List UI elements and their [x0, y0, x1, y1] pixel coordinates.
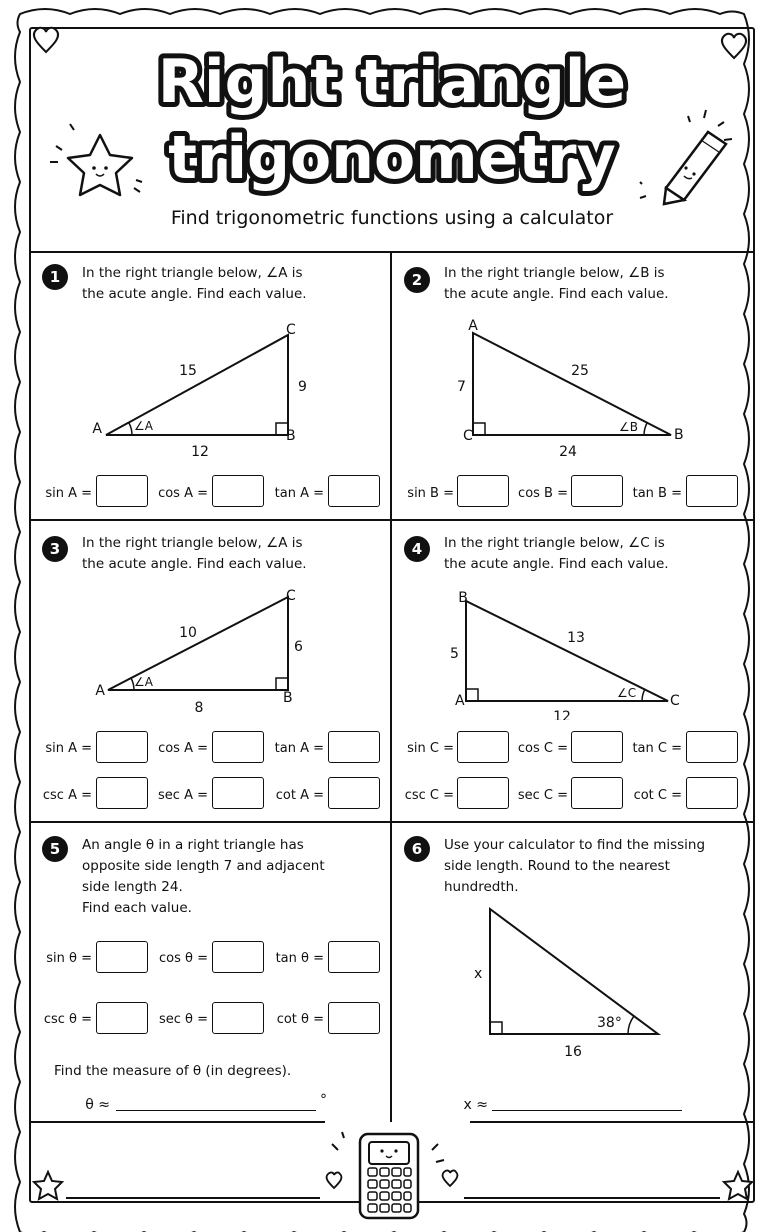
field-label: csc θ = — [43, 1012, 92, 1027]
angle-arc — [628, 1016, 634, 1034]
field-label: sin A = — [45, 741, 92, 756]
angle-arc — [642, 689, 645, 701]
side-label: 13 — [567, 630, 585, 646]
side-label: 10 — [179, 625, 197, 641]
problem-4-text: In the right triangle below, ∠C is the acute angle. Find each value. — [444, 535, 669, 572]
angle-label: ∠C — [617, 686, 637, 700]
field-label: cos B = — [518, 486, 568, 501]
field-label: sec C = — [517, 788, 568, 803]
triangle — [473, 333, 671, 435]
vertex-label: A — [468, 318, 478, 334]
answer-box[interactable] — [328, 475, 380, 507]
field-label: csc A = — [42, 788, 92, 803]
title-line-2: trigonometry — [168, 123, 616, 193]
title-line-1: Right triangle — [157, 47, 627, 117]
vertex-label: A — [455, 693, 465, 709]
vertex-label: C — [463, 428, 473, 444]
vertex-label: B — [283, 690, 293, 706]
answer-box[interactable] — [571, 475, 623, 507]
answer-box[interactable] — [328, 1002, 380, 1034]
degree-symbol: ° — [320, 1092, 327, 1108]
heart-icon — [443, 1170, 458, 1186]
angle-arc — [129, 423, 132, 435]
answer-box[interactable] — [96, 475, 148, 507]
side-label: 16 — [564, 1044, 582, 1060]
field-label: sin θ = — [46, 951, 92, 966]
field-label: cos C = — [517, 741, 568, 756]
field-label: cos A = — [158, 741, 208, 756]
side-label: 9 — [298, 379, 307, 395]
answer-box[interactable] — [96, 777, 148, 809]
side-label: 15 — [179, 363, 197, 379]
side-label: 25 — [571, 363, 589, 379]
right-angle-mark — [490, 1022, 502, 1034]
side-label: 7 — [457, 379, 466, 395]
theta-answer-line[interactable] — [116, 1110, 316, 1111]
problem-1-number: 1 — [42, 264, 68, 290]
field-label: csc C = — [404, 788, 454, 803]
answer-box[interactable] — [328, 731, 380, 763]
field-label: cos A = — [158, 486, 208, 501]
triangle — [490, 909, 658, 1034]
answer-box[interactable] — [571, 777, 623, 809]
problem-1-text: In the right triangle below, ∠A is the acute angle. Find each value. — [82, 265, 307, 302]
vertex-label: B — [286, 428, 296, 444]
answer-box[interactable] — [686, 475, 738, 507]
field-label: cot θ = — [276, 1012, 324, 1027]
side-label: 5 — [450, 646, 459, 662]
field-label: sec θ = — [158, 1012, 208, 1027]
side-label: 8 — [194, 700, 204, 716]
side-label: 24 — [559, 444, 577, 460]
answer-box[interactable] — [571, 731, 623, 763]
problem-4-number: 4 — [404, 536, 430, 562]
problem-6-diagram — [391, 822, 754, 1082]
field-label: sec A = — [158, 788, 208, 803]
problem-3-diagram — [30, 520, 391, 720]
calculator-icon — [332, 1132, 444, 1218]
answer-box[interactable] — [686, 731, 738, 763]
vertex-label: A — [95, 683, 105, 699]
field-label: tan A = — [274, 741, 324, 756]
answer-box[interactable] — [212, 777, 264, 809]
side-label: 12 — [553, 709, 571, 720]
angle-label: ∠B — [619, 420, 638, 434]
vertex-label: A — [92, 421, 102, 437]
side-label: x — [474, 966, 483, 982]
field-label: cot A = — [275, 788, 324, 803]
x-answer-label: x ≈ — [463, 1097, 488, 1113]
field-label: sin B = — [407, 486, 454, 501]
answer-box[interactable] — [457, 731, 509, 763]
field-label: tan B = — [632, 486, 682, 501]
problem-5-number: 5 — [42, 836, 68, 862]
triangle — [466, 601, 668, 701]
right-angle-mark — [473, 423, 485, 435]
measure-prompt: Find the measure of θ (in degrees). — [54, 1063, 292, 1079]
field-label: cos θ = — [159, 951, 208, 966]
field-label: sin C = — [407, 741, 454, 756]
x-answer-line[interactable] — [492, 1110, 682, 1111]
theta-answer-label: θ ≈ — [85, 1097, 110, 1113]
right-angle-mark — [466, 689, 478, 701]
answer-box[interactable] — [328, 777, 380, 809]
problem-3-text: In the right triangle below, ∠A is the acute angle. Find each value. — [82, 535, 307, 572]
angle-label: ∠A — [134, 419, 153, 433]
answer-box[interactable] — [212, 941, 264, 973]
side-label: 12 — [191, 444, 209, 460]
angle-label: 38° — [597, 1015, 622, 1031]
answer-box[interactable] — [457, 777, 509, 809]
answer-box[interactable] — [457, 475, 509, 507]
problem-2-text: In the right triangle below, ∠B is the acute angle. Find each value. — [444, 265, 669, 302]
field-label: sin A = — [45, 486, 92, 501]
answer-box[interactable] — [96, 731, 148, 763]
heart-icon — [327, 1172, 342, 1188]
answer-box[interactable] — [96, 1002, 148, 1034]
vertex-label: B — [458, 590, 468, 606]
right-angle-mark — [276, 678, 288, 690]
vertex-label: C — [286, 322, 296, 338]
angle-label: ∠A — [134, 675, 153, 689]
vertex-label: B — [674, 427, 684, 443]
field-label: tan θ = — [275, 951, 324, 966]
problem-3-number: 3 — [42, 536, 68, 562]
answer-box[interactable] — [96, 941, 148, 973]
problem-4-diagram — [391, 520, 754, 720]
field-label: tan C = — [632, 741, 682, 756]
problem-2-number: 2 — [404, 267, 430, 293]
answer-box[interactable] — [212, 475, 264, 507]
angle-arc — [644, 423, 647, 435]
field-label: tan A = — [274, 486, 324, 501]
problem-6-number: 6 — [404, 836, 430, 862]
answer-box[interactable] — [328, 941, 380, 973]
star-icon — [34, 1172, 62, 1199]
page-subtitle: Find trigonometric functions using a calculator — [170, 207, 614, 229]
problem-5-text: An angle θ in a right triangle has opposite side length 7 and adjacent side length 24. Find each value. — [82, 837, 325, 916]
problem-6-text: Use your calculator to find the missing side length. Round to the nearest hundredth. — [444, 837, 706, 895]
answer-box[interactable] — [212, 731, 264, 763]
field-label: cot C = — [633, 788, 682, 803]
vertex-label: C — [670, 693, 680, 709]
vertex-label: C — [286, 588, 296, 604]
answer-box[interactable] — [212, 1002, 264, 1034]
page-title — [0, 40, 784, 200]
answer-box[interactable] — [686, 777, 738, 809]
side-label: 6 — [294, 639, 303, 655]
